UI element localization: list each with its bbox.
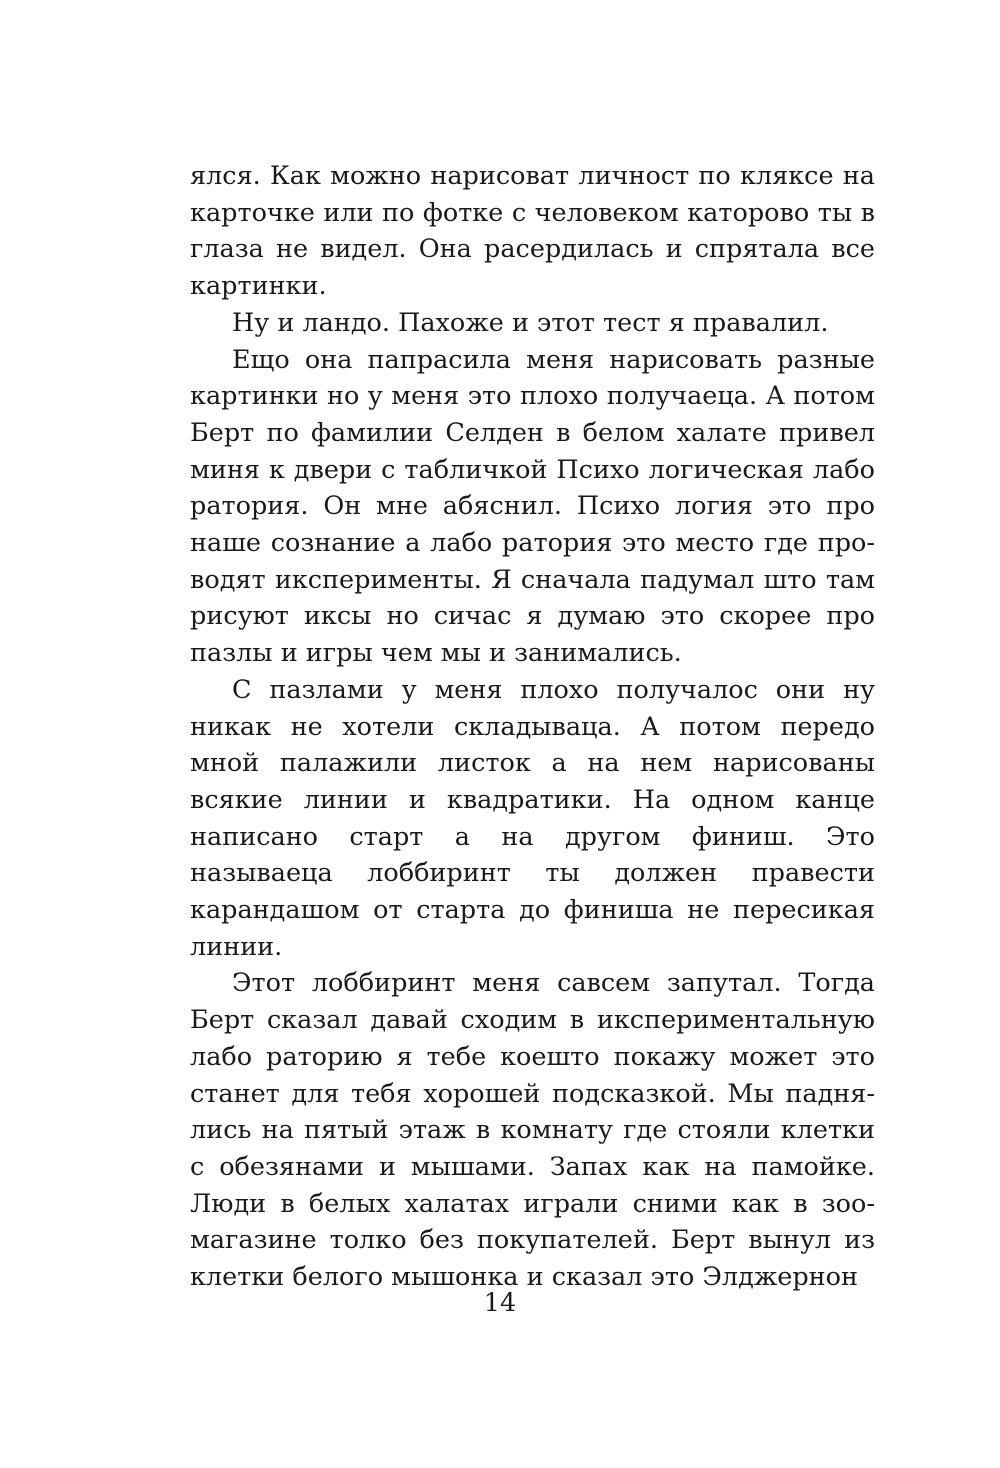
paragraph-1: ялся. Как можно нарисоват личност по кляксе на карточке или по фотке с человеком каторово ты в глаза не видел. Она расердилась и спрятала все картинки. — [190, 161, 875, 302]
paragraph-5: Этот лоббиринт меня савсем запутал. Тогда Берт сказал давай сходим в икспериментальную лабо раторию я тебе коешто покажу может это станет для тебя хорошей подсказкой. Мы паднялись на пятый этаж в комнату где стояли клетки с обезянами и мышами. Запах как на памойке. Люди в белых халатах играли сними как в зоомагазине толко без покупателей. Берт вынул из клетки белого мышонка и сказал это Элджернон — [190, 968, 875, 1293]
page-number: 14 — [483, 1288, 517, 1318]
body-text — [190, 158, 875, 1296]
paragraph-4: С пазлами у меня плохо получалос они ну никак не хотели складываца. А потом передо мной палажили листок а на нем нарисованы всякие линии и квадратики. На одном канце написано старт а на другом финиш. Это называеца лоббиринт ты должен правести карандашом от старта до финиша не пересикая линии. — [190, 674, 875, 962]
paragraph-3: Ещо она папрасила меня нарисовать разные картинки но у меня это плохо получаеца. А потом Берт по фамилии Селден в белом халате привел миня к двери с табличкой Психо логическая лабо ратория. Он мне абяснил. Психо логия это про наше сознание а лабо ратория это место где проводят иксперименты. Я сначала падумал што там рисуют иксы но сичас я думаю это скорее про пазлы и игры чем мы и занимались. — [190, 344, 875, 669]
paragraph-2: Ну и ландо. Пахоже и этот тест я правалил. — [232, 307, 829, 338]
